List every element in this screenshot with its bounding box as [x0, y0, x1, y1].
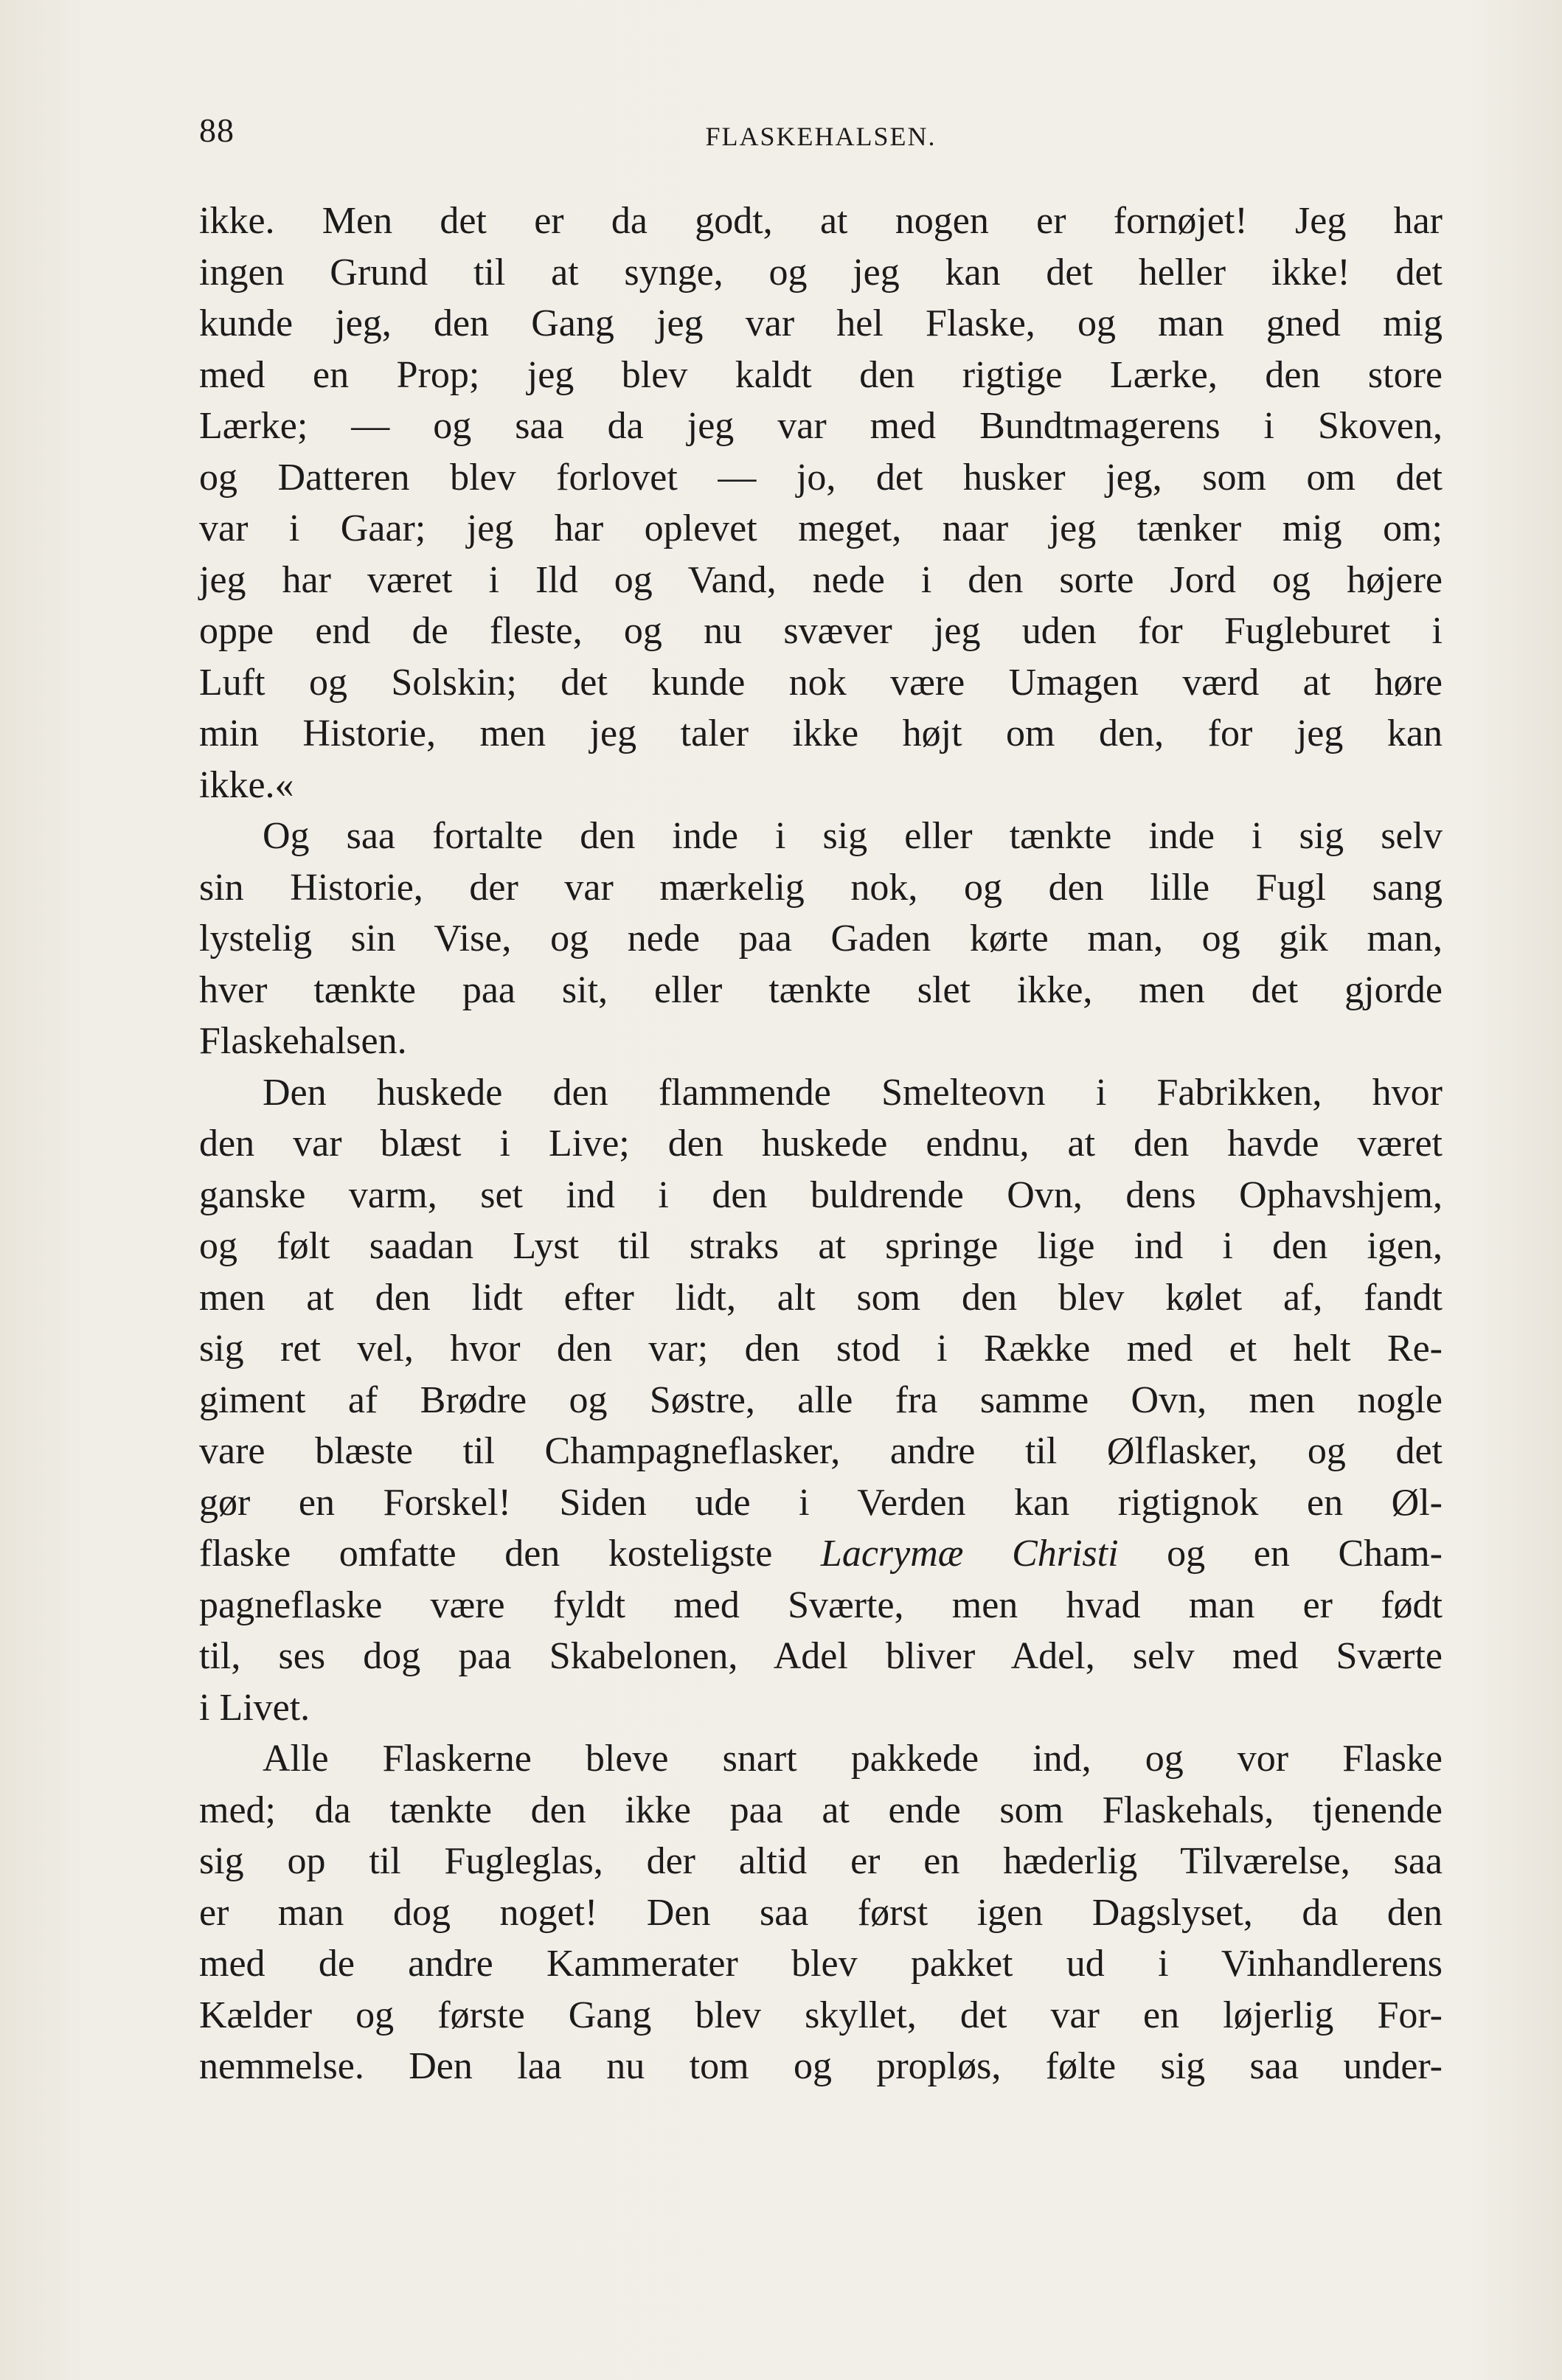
running-title: FLASKEHALSEN.: [705, 122, 937, 151]
paragraph-4: [199, 1733, 1443, 2092]
paragraph-3: [199, 1067, 1443, 1734]
text-line: vare blæste til Champagneflasker, andre til Ølflasker, og det: [199, 1430, 1443, 1472]
paragraph-2: [199, 811, 1443, 1067]
text-segment: flaske omfatte den kosteligste: [199, 1533, 821, 1575]
text-line: sig op til Fugleglas, der altid er en hæderlig Tilværelse, saa: [199, 1840, 1443, 1882]
text-line: ganske varm, set ind i den buldrende Ovn, dens Ophavshjem,: [199, 1173, 1443, 1216]
text-line: pagneflaske være fyldt med Sværte, men hvad man er født: [199, 1583, 1443, 1626]
text-line: er man dog noget! Den saa først igen Dagslyset, da den: [199, 1891, 1443, 1934]
text-line: sin Historie, der var mærkelig nok, og den lille Fugl sang: [199, 866, 1443, 909]
text-line: ikke. Men det er da godt, at nogen er fornøjet! Jeg har: [199, 200, 1443, 242]
body-text: [199, 195, 1443, 2092]
text-line: med de andre Kammerater blev pakket ud i Vinhandlerens: [199, 1943, 1443, 1985]
text-line: Flaskehalsen.: [199, 1020, 407, 1062]
text-line: giment af Brødre og Søstre, alle fra samme Ovn, men nogle: [199, 1378, 1443, 1421]
text-line: jeg har været i Ild og Vand, nede i den sorte Jord og højere: [199, 558, 1443, 601]
text-line: med en Prop; jeg blev kaldt den rigtige Lærke, den store: [199, 353, 1443, 396]
page-number: 88: [199, 111, 235, 149]
italic-title: Lacrymæ Christi: [820, 1533, 1119, 1575]
text-line: oppe end de fleste, og nu svæver jeg uden for Fugleburet i: [199, 610, 1443, 652]
text-line-with-italic: [199, 1528, 1443, 1580]
text-line: ikke.«: [199, 763, 294, 806]
text-line: og følt saadan Lyst til straks at springe lige ind i den igen,: [199, 1225, 1443, 1267]
text-line: kunde jeg, den Gang jeg var hel Flaske, og man gned mig: [199, 302, 1443, 344]
text-line: gør en Forskel! Siden ude i Verden kan rigtignok en Øl-: [199, 1481, 1443, 1524]
running-head: [199, 111, 1443, 162]
text-line: Den huskede den flammende Smelteovn i Fabrikken, hvor: [263, 1071, 1443, 1114]
text-line: i Livet.: [199, 1686, 310, 1729]
text-line: ingen Grund til at synge, og jeg kan det heller ikke! det: [199, 251, 1443, 294]
text-line: den var blæst i Live; den huskede endnu, at den havde været: [199, 1123, 1443, 1165]
paragraph-1: [199, 195, 1443, 811]
text-line: nemmelse. Den laa nu tom og propløs, følte sig saa under-: [199, 2045, 1443, 2087]
text-line: sig ret vel, hvor den var; den stod i Række med et helt Re-: [199, 1328, 1443, 1370]
text-line: hver tænkte paa sit, eller tænkte slet ikke, men det gjorde: [199, 968, 1443, 1011]
text-line: var i Gaar; jeg har oplevet meget, naar jeg tænker mig om;: [199, 507, 1443, 549]
text-line: til, ses dog paa Skabelonen, Adel bliver Adel, selv med Sværte: [199, 1635, 1443, 1677]
text-line: Lærke; — og saa da jeg var med Bundtmagerens i Skoven,: [199, 405, 1443, 447]
text-line: og Datteren blev forlovet — jo, det husker jeg, som om det: [199, 456, 1443, 499]
text-segment: og en Cham-: [1118, 1533, 1443, 1575]
text-line: min Historie, men jeg taler ikke højt om den, for jeg kan: [199, 712, 1443, 754]
text-line: men at den lidt efter lidt, alt som den blev kølet af, fandt: [199, 1276, 1443, 1319]
text-line: Luft og Solskin; det kunde nok være Umagen værd at høre: [199, 661, 1443, 704]
text-line: Kælder og første Gang blev skyllet, det var en løjerlig For-: [199, 1994, 1443, 2036]
text-line: Alle Flaskerne bleve snart pakkede ind, og vor Flaske: [263, 1738, 1443, 1780]
text-line: Og saa fortalte den inde i sig eller tænkte inde i sig selv: [263, 815, 1443, 857]
text-line: med; da tænkte den ikke paa at ende som Flaskehals, tjenende: [199, 1789, 1443, 1831]
text-line: lystelig sin Vise, og nede paa Gaden kørte man, og gik man,: [199, 917, 1443, 960]
